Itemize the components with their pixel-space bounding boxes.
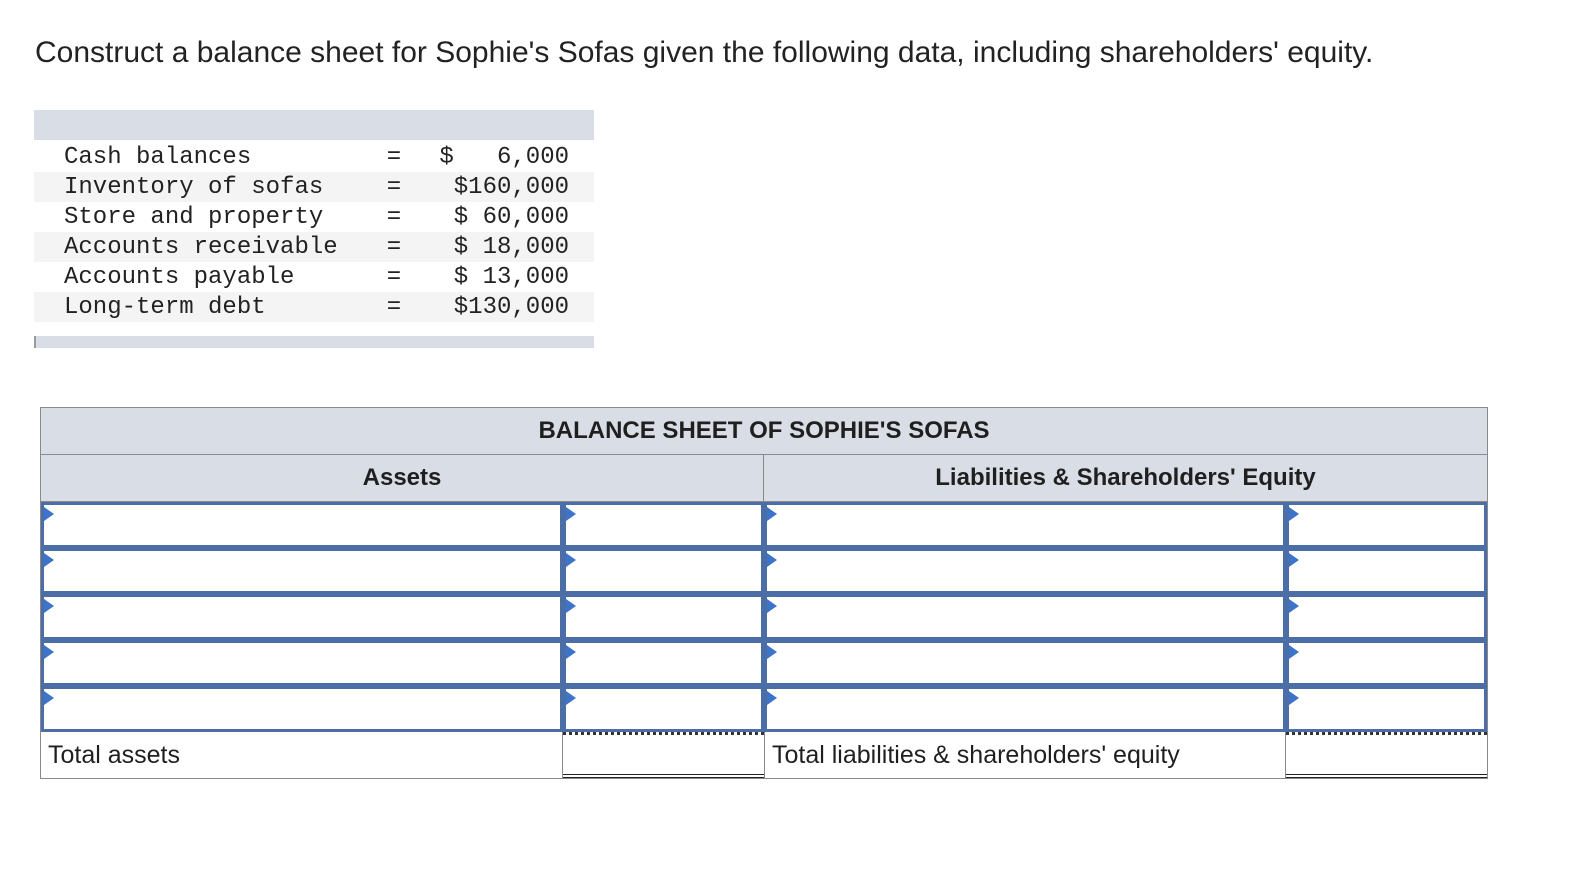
asset-amount-input[interactable] xyxy=(563,502,764,548)
given-equals: = xyxy=(386,203,402,231)
asset-amount-input[interactable] xyxy=(563,548,764,594)
given-value: $ 60,000 xyxy=(453,203,569,231)
given-row xyxy=(34,232,594,262)
given-value: $ 6,000 xyxy=(439,143,569,171)
given-label: Store and property xyxy=(64,203,324,231)
given-value: $ 13,000 xyxy=(453,263,569,291)
liability-amount-input[interactable] xyxy=(1286,686,1487,732)
given-row xyxy=(34,142,594,172)
given-equals: = xyxy=(386,173,402,201)
total-liabilities-value xyxy=(1286,732,1487,778)
liability-name-dropdown[interactable] xyxy=(764,640,1286,686)
given-equals: = xyxy=(386,143,402,171)
given-label: Accounts payable xyxy=(64,263,295,291)
liability-amount-input[interactable] xyxy=(1286,594,1487,640)
liability-amount-input[interactable] xyxy=(1286,548,1487,594)
asset-name-dropdown[interactable] xyxy=(41,502,563,548)
given-label: Accounts receivable xyxy=(64,233,338,261)
liability-name-dropdown[interactable] xyxy=(764,686,1286,732)
liability-name-dropdown[interactable] xyxy=(764,548,1286,594)
entry-row xyxy=(41,502,1487,548)
asset-amount-input[interactable] xyxy=(563,640,764,686)
given-label: Cash balances xyxy=(64,143,252,171)
given-row xyxy=(34,202,594,232)
asset-amount-input[interactable] xyxy=(563,686,764,732)
given-data-footer-band xyxy=(34,336,594,348)
given-row xyxy=(34,292,594,322)
question-text: Construct a balance sheet for Sophie's Sofas given the following data, including shareholders' equity. xyxy=(35,36,1374,69)
entry-row xyxy=(41,686,1487,732)
asset-name-dropdown[interactable] xyxy=(41,686,563,732)
total-assets-value xyxy=(563,732,764,778)
given-data-table xyxy=(34,110,594,348)
entry-row xyxy=(41,548,1487,594)
entry-row xyxy=(41,594,1487,640)
entry-row xyxy=(41,640,1487,686)
given-equals: = xyxy=(386,263,402,291)
total-assets-label: Total assets xyxy=(41,732,563,778)
balance-sheet-table xyxy=(40,407,1488,779)
asset-name-dropdown[interactable] xyxy=(41,640,563,686)
liability-amount-input[interactable] xyxy=(1286,640,1487,686)
totals-row xyxy=(41,732,1487,778)
assets-header: Assets xyxy=(41,455,764,501)
asset-name-dropdown[interactable] xyxy=(41,548,563,594)
asset-name-dropdown[interactable] xyxy=(41,594,563,640)
liability-name-dropdown[interactable] xyxy=(764,502,1286,548)
given-equals: = xyxy=(386,233,402,261)
given-equals: = xyxy=(386,293,402,321)
liabilities-header: Liabilities & Shareholders' Equity xyxy=(935,464,1316,491)
liability-name-dropdown[interactable] xyxy=(764,594,1286,640)
liability-amount-input[interactable] xyxy=(1286,502,1487,548)
given-label: Long-term debt xyxy=(64,293,266,321)
total-liabilities-label: Total liabilities & shareholders' equity xyxy=(764,732,1286,778)
asset-amount-input[interactable] xyxy=(563,594,764,640)
balance-sheet-title: BALANCE SHEET OF SOPHIE'S SOFAS xyxy=(41,408,1487,455)
given-label: Inventory of sofas xyxy=(64,173,324,201)
given-value: $130,000 xyxy=(453,293,569,321)
given-data-header-band xyxy=(34,110,594,140)
given-row xyxy=(34,262,594,292)
given-value: $ 18,000 xyxy=(453,233,569,261)
given-row xyxy=(34,172,594,202)
given-value: $160,000 xyxy=(453,173,569,201)
